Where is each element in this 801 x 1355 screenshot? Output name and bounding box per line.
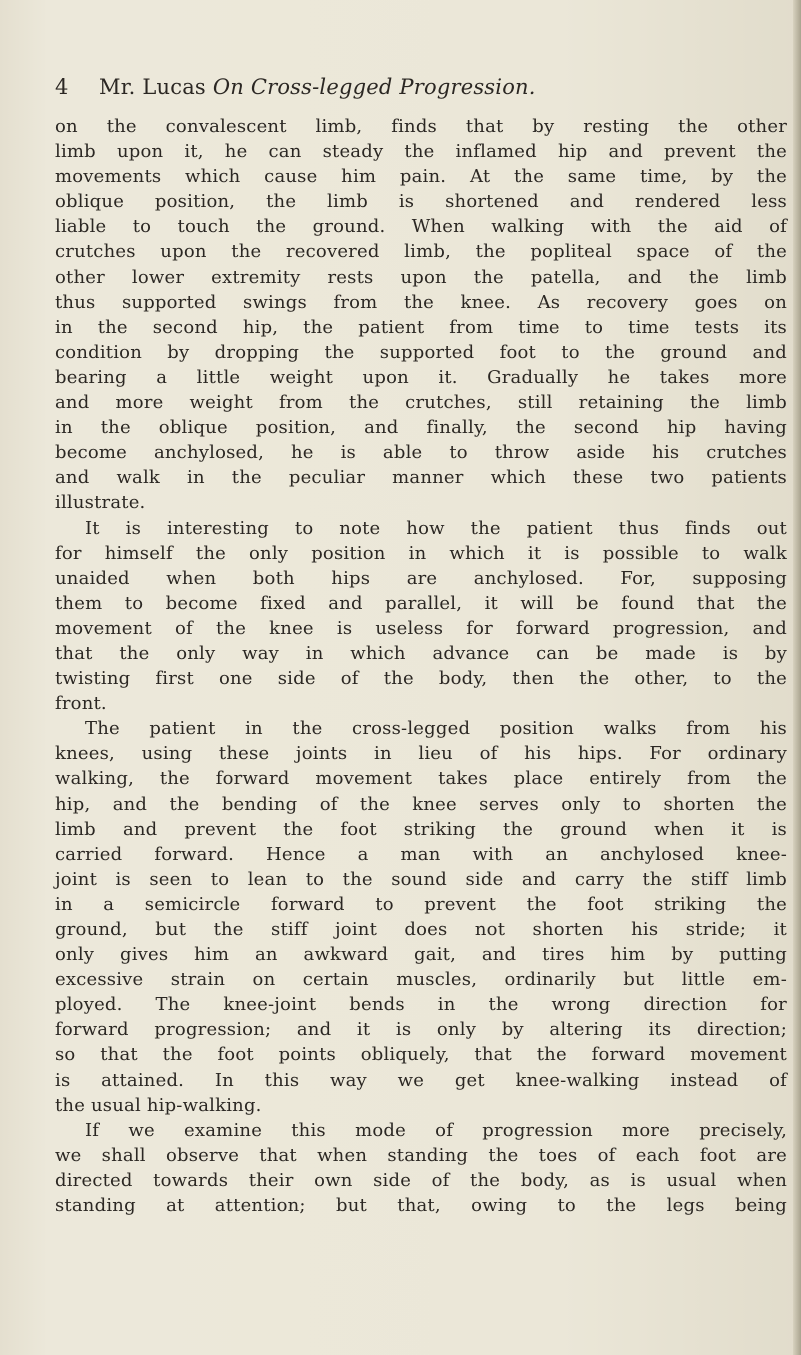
text-line: and walk in the peculiar manner which these two patients	[55, 467, 787, 489]
page-edge	[793, 0, 801, 1355]
page-header	[55, 72, 755, 102]
text-line: is attained. In this way we get knee-walking instead of	[55, 1069, 787, 1091]
text-line: and more weight from the crutches, still retaining the limb	[55, 392, 787, 414]
text-line: oblique position, the limb is shortened and rendered less	[55, 191, 787, 213]
text-line: liable to touch the ground. When walking with the aid of	[55, 216, 787, 238]
text-line: walking, the forward movement takes place entirely from the	[55, 768, 787, 790]
text-line: ground, but the stiff joint does not shorten his stride; it	[55, 919, 787, 940]
text-line: that the only way in which advance can be made is by	[55, 642, 787, 664]
page-number: 4	[55, 75, 69, 99]
text-line: other lower extremity rests upon the patella, and the limb	[55, 266, 787, 288]
text-line: in a semicircle forward to prevent the foot striking the	[55, 893, 787, 915]
text-line: only gives him an awkward gait, and tires him by putting	[55, 944, 787, 966]
text-line: excessive strain on certain muscles, ordinarily but little em-	[55, 969, 787, 991]
text-line: unaided when both hips are anchylosed. For, supposing	[55, 567, 787, 589]
text-line: directed towards their own side of the body, as is usual when	[55, 1169, 787, 1191]
text-line: knees, using these joints in lieu of his hips. For ordinary	[55, 743, 787, 765]
text-line: for himself the only position in which it is possible to walk	[55, 542, 787, 564]
text-line: bearing a little weight upon it. Gradually he takes more	[55, 366, 787, 388]
text-line: condition by dropping the supported foot to the ground and	[55, 341, 787, 363]
text-line: limb upon it, he can steady the inflamed hip and prevent the	[55, 141, 787, 163]
text-line: them to become fixed and parallel, it will be found that the	[55, 592, 787, 614]
text-line: carried forward. Hence a man with an anchylosed knee-	[55, 843, 787, 865]
text-line: so that the foot points obliquely, that the forward movement	[55, 1044, 787, 1066]
text-line: limb and prevent the foot striking the ground when it is	[55, 818, 787, 840]
running-head-author: Mr. Lucas	[99, 75, 206, 99]
text-line: ployed. The knee-joint bends in the wrong direction for	[55, 994, 787, 1016]
running-head-title: On Cross-legged Progression.	[212, 75, 536, 99]
text-line: forward progression; and it is only by altering its direction;	[55, 1019, 787, 1041]
text-line: hip, and the bending of the knee serves only to shorten the	[55, 793, 787, 815]
text-line: It is interesting to note how the patient thus finds out	[85, 517, 787, 539]
text-line: twisting first one side of the body, then the other, to the	[55, 668, 787, 690]
text-line: If we examine this mode of progression more precisely,	[85, 1119, 787, 1141]
text-line: crutches upon the recovered limb, the popliteal space of the	[55, 241, 787, 263]
text-line: the usual hip-walking.	[55, 1094, 262, 1116]
text-line: standing at attention; but that, owing to the legs being	[55, 1195, 787, 1217]
text-line: in the second hip, the patient from time to time tests its	[55, 316, 787, 338]
text-line: thus supported swings from the knee. As recovery goes on	[55, 291, 787, 313]
text-line: movements which cause him pain. At the same time, by the	[55, 166, 787, 188]
running-head	[99, 72, 536, 102]
text-line: in the oblique position, and finally, the second hip having	[55, 417, 787, 439]
text-line: joint is seen to lean to the sound side and carry the stiff limb	[55, 868, 787, 890]
body-text	[55, 114, 787, 1218]
text-line: we shall observe that when standing the toes of each foot are	[55, 1144, 787, 1166]
text-line: The patient in the cross-legged position walks from his	[85, 718, 787, 740]
text-line: become anchylosed, he is able to throw aside his crutches	[55, 442, 787, 464]
text-line: illustrate.	[55, 492, 146, 514]
text-line: movement of the knee is useless for forward progression, and	[55, 617, 787, 639]
text-line: front.	[55, 693, 107, 715]
text-line: on the convalescent limb, finds that by resting the other	[55, 116, 787, 137]
